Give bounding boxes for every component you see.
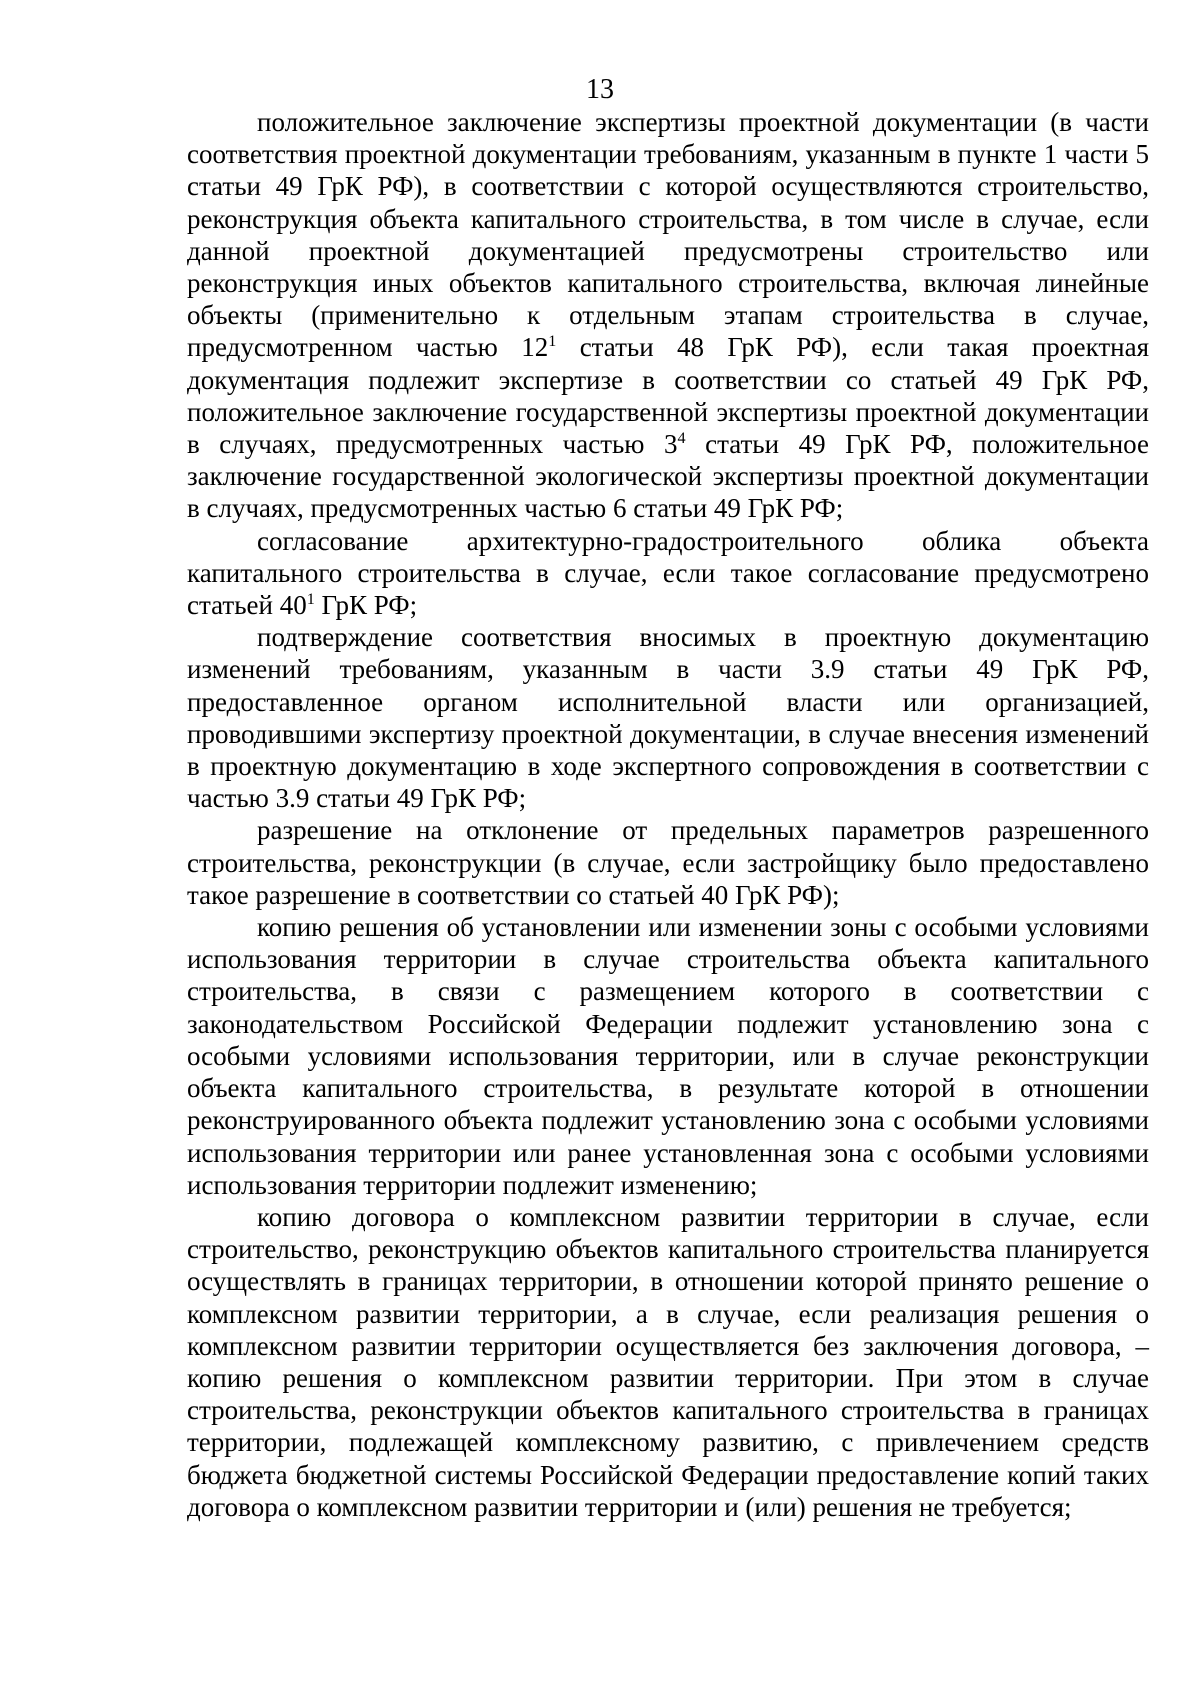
- paragraph-complex-development-contract: [187, 1201, 1149, 1523]
- paragraph-text: копию договора о комплексном развитии территории в случае, если строительство, реконструкцию объектов капитального строительства планируется осуществлять в границах территории, в отношении которой принято решение о комплексном развитии территории, а в случае, если реализация решения о комплексном развитии территории осуществляется без заключения договора, – копию решения о комплексном развитии территории. При этом в случае строительства, реконструкции объектов капитального строительства в границах территории, подлежащей комплексному развитию, с привлечением средств бюджета бюджетной системы Российской Федерации предоставление копий таких договора о комплексном развитии территории и (или) решения не требуется;: [187, 1201, 1149, 1522]
- superscript: 4: [677, 429, 686, 447]
- paragraph-architectural-approval: [187, 525, 1149, 622]
- paragraph-text: подтверждение соответствия вносимых в проектную документацию изменений требованиям, указанным в части 3.9 статьи 49 ГрК РФ, предоставленное органом исполнительной власти или организацией, проводившими экспертизу проектной документации, в случае внесения изменений в проектную документацию в ходе экспертного сопровождения в соответствии с частью 3.9 статьи 49 ГрК РФ;: [187, 622, 1149, 814]
- document-body: [187, 106, 1149, 1523]
- paragraph-positive-conclusion: [187, 106, 1149, 525]
- paragraph-text: копию решения об установлении или изменении зоны с особыми условиями использования территории в случае строительства объекта капитального строительства, в связи с размещением которого в соответствии с законодательством Российской Федерации подлежит установлению зона с особыми условиями использования территории, или в случае реконструкции объекта капитального строительства, в результате которой в отношении реконструированного объекта подлежит установлению зона с особыми условиями использования территории или ранее установленная зона с особыми условиями использования территории подлежит изменению;: [187, 912, 1149, 1200]
- page-number: 13: [586, 74, 614, 105]
- paragraph-text: положительное заключение экспертизы проектной документации (в части соответствия проектной документации требованиям, указанным в пункте 1 части 5 статьи 49 ГрК РФ), в соответствии с которой осуществляются строительство, реконструкция объекта капитального строительства, в том числе в случае, если данной проектной документацией предусмотрены строительство или реконструкция иных объектов капитального строительства, включая линейные объекты (применительно к отдельным этапам строительства в случае, предусмотренном частью 12: [187, 107, 1149, 363]
- paragraph-text: ГрК РФ;: [314, 590, 418, 621]
- paragraph-special-zone-decision: [187, 911, 1149, 1201]
- paragraph-text: разрешение на отклонение от предельных параметров разрешенного строительства, реконструкции (в случае, если застройщику было предоставлено такое разрешение в соответствии со статьей 40 ГрК РФ);: [187, 815, 1149, 910]
- superscript: 1: [306, 590, 315, 609]
- paragraph-changes-confirmation: [187, 621, 1149, 814]
- paragraph-text: статьи 48 ГрК РФ), если такая проектная документация подлежит экспертизе в соответствии со статьей 49 ГрК РФ, положительное заключение государственной экспертизы проектной документации в случаях, предусмотренных частью 3: [187, 332, 1149, 460]
- superscript: 1: [548, 332, 557, 351]
- paragraph-deviation-permit: [187, 814, 1149, 911]
- paragraph-text: статьи 49 ГрК РФ, положительное заключение государственной экологической экспертизы проектной документации в случаях, предусмотренных частью 6 статьи 49 ГрК РФ;: [187, 429, 1149, 524]
- paragraph-text: согласование архитектурно-градостроительного облика объекта капитального строительства в случае, если такое согласование предусмотрено статьей 40: [187, 525, 1149, 621]
